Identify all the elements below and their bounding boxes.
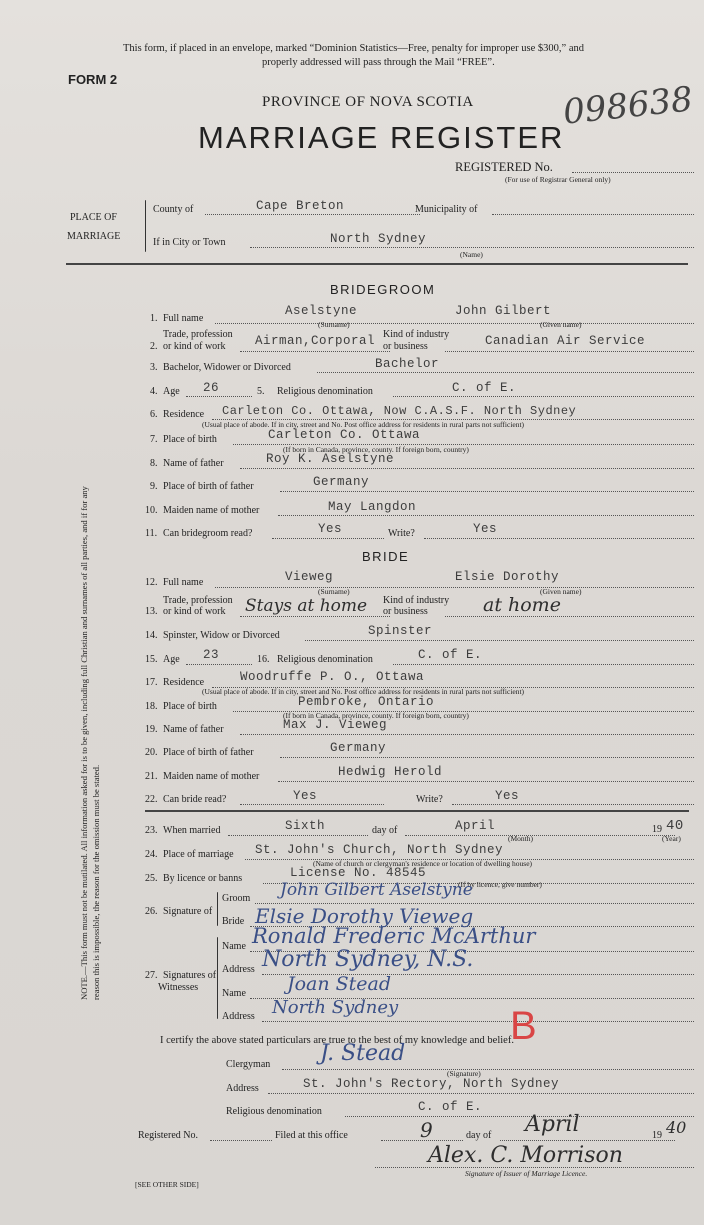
county-label: County of [153, 204, 194, 215]
bride-industry-label-b: or business [383, 606, 428, 617]
licence-note: (If by licence, give number) [458, 880, 542, 889]
mail-notice-line2: properly addressed will pass through the Mail “FREE”. [262, 57, 495, 68]
bride-residence-note: (Usual place of abode. If in city, street and No. Post office address for residents in rural parts not sufficient) [202, 687, 525, 696]
place-of-marriage-label: Place of marriage [163, 849, 234, 860]
place-heading-2: MARRIAGE [67, 231, 121, 242]
bride-birth-note: (If born in Canada, province, county. If foreign born, country) [283, 711, 469, 720]
bride-heading: BRIDE [362, 549, 410, 564]
place-heading-1: PLACE OF [70, 212, 117, 223]
groom-father-label: Name of father [163, 458, 224, 469]
issuer-caption: Signature of Issuer of Marriage Licence. [465, 1169, 588, 1178]
signature-of-label: Signature of [163, 906, 213, 917]
signature-brace [217, 892, 218, 926]
province-heading: PROVINCE OF NOVA SCOTIA [262, 94, 474, 110]
place-of-marriage-value: St. John's Church, North Sydney [255, 843, 504, 857]
bride-mother-value: Hedwig Herold [338, 765, 443, 779]
row-number: 23. [145, 825, 158, 836]
page-title: MARRIAGE REGISTER [198, 120, 565, 155]
groom-industry-value: Canadian Air Service [485, 334, 646, 348]
bride-status-label: Spinster, Widow or Divorced [163, 630, 280, 641]
bride-industry-label-a: Kind of industry [383, 595, 450, 606]
bride-write-label: Write? [416, 794, 443, 805]
bride-residence-label: Residence [163, 677, 205, 688]
clergy-address-label: Address [226, 1083, 259, 1094]
footer-registered-no-label: Registered No. [138, 1130, 198, 1141]
filed-day: 9 [420, 1118, 433, 1142]
bride-read-label: Can bride read? [163, 794, 227, 805]
witness1-address-sig: North Sydney, N.S. [262, 947, 474, 972]
mail-notice-line1: This form, if placed in an envelope, marked “Dominion Statistics—Free, penalty for improper use $300,” and [123, 43, 585, 54]
day-of-label: day of [372, 825, 398, 836]
groom-residence-value: Carleton Co. Ottawa, Now C.A.S.F. North Sydney [222, 404, 577, 418]
licence-value: License No. 48545 [290, 866, 427, 880]
groom-industry-label-b: or business [383, 341, 428, 352]
groom-read-label: Can bridegroom read? [163, 528, 253, 539]
witness1-address-label: Address [222, 964, 255, 975]
row-number: 22. [145, 794, 158, 805]
witnesses-label-b: Witnesses [158, 982, 199, 993]
groom-age-label: Age [163, 386, 180, 397]
witnesses-label-a: Signatures of [163, 970, 217, 981]
witness1-name-sig: Ronald Frederic McArthur [252, 924, 536, 948]
year-caption: (Year) [662, 834, 681, 843]
when-married-month: April [455, 819, 496, 833]
bride-status-value: Spinster [368, 624, 433, 638]
row-number: 8. [150, 458, 158, 469]
bride-sig-label: Bride [222, 916, 245, 927]
groom-trade-value: Airman,Corporal [255, 334, 376, 348]
row-number: 12. [145, 577, 158, 588]
city-label: If in City or Town [153, 237, 226, 248]
place-brace [145, 200, 146, 252]
bride-surname: Vieweg [285, 570, 334, 584]
row-number: 17. [145, 677, 158, 688]
municipality-label: Municipality of [415, 204, 478, 215]
handwritten-reg-number: 098638 [561, 79, 695, 133]
filed-day-of-label: day of [466, 1130, 492, 1141]
groom-residence-label: Residence [163, 409, 205, 420]
bride-write-value: Yes [495, 789, 520, 803]
groom-birth-label: Place of birth [163, 434, 217, 445]
clergy-denom-label: Religious denomination [226, 1106, 322, 1117]
row-number: 14. [145, 630, 158, 641]
row-number: 24. [145, 849, 158, 860]
groom-status-label: Bachelor, Widower or Divorced [163, 362, 291, 373]
bride-father-value: Max J. Vieweg [283, 718, 388, 732]
registered-no-label: REGISTERED No. [455, 160, 553, 174]
groom-father-value: Roy K. Aselstyne [266, 452, 395, 466]
clergy-address-value: St. John's Rectory, North Sydney [303, 1077, 560, 1091]
groom-status-value: Bachelor [375, 357, 440, 371]
row-number: 7. [150, 434, 158, 445]
row-number: 2. [150, 341, 158, 352]
form-label: FORM 2 [68, 72, 118, 87]
clergy-denom-value: C. of E. [418, 1100, 483, 1114]
bride-religion-value: C. of E. [418, 648, 483, 662]
issuer-signature: Alex. C. Morrison [428, 1143, 623, 1168]
signature-caption: (Signature) [447, 1069, 481, 1078]
groom-industry-label-a: Kind of industry [383, 329, 450, 340]
witness2-address-label: Address [222, 1011, 255, 1022]
groom-residence-note: (Usual place of abode. If in city, street and No. Post office address for residents in rural parts not sufficient) [202, 420, 525, 429]
bride-read-value: Yes [293, 789, 318, 803]
row-number: 16. [257, 654, 270, 665]
row-number: 15. [145, 654, 158, 665]
see-other-side: [SEE OTHER SIDE] [135, 1180, 199, 1189]
bride-industry-value: at home [483, 594, 561, 616]
groom-write-label: Write? [388, 528, 415, 539]
row-number: 1. [150, 313, 158, 324]
groom-sig-label: Groom [222, 893, 251, 904]
row-number: 27. [145, 970, 158, 981]
row-number: 6. [150, 409, 158, 420]
registered-no-note: (For use of Registrar General only) [505, 175, 611, 184]
witness1-name-label: Name [222, 941, 246, 952]
witness2-name-label: Name [222, 988, 246, 999]
groom-birth-value: Carleton Co. Ottawa [268, 428, 421, 442]
groom-birth-note: (If born in Canada, province, county. If foreign born, country) [283, 445, 469, 454]
row-number: 10. [145, 505, 158, 516]
row-number: 20. [145, 747, 158, 758]
row-number: 4. [150, 386, 158, 397]
filed-year-prefix: 19 [652, 1130, 662, 1141]
bride-age-label: Age [163, 654, 180, 665]
bride-father-birth-value: Germany [330, 741, 387, 755]
bride-birth-label: Place of birth [163, 701, 217, 712]
year-prefix: 19 [652, 824, 662, 835]
filed-month: April [525, 1112, 580, 1137]
bride-father-birth-label: Place of birth of father [163, 747, 254, 758]
bride-age-value: 23 [203, 648, 220, 662]
bride-trade-label-b: or kind of work [163, 606, 226, 617]
groom-write-value: Yes [473, 522, 498, 536]
groom-surname: Aselstyne [285, 304, 358, 318]
row-number: 19. [145, 724, 158, 735]
groom-age-value: 26 [203, 381, 220, 395]
row-number: 25. [145, 873, 158, 884]
surname-caption: (Surname) [318, 320, 350, 329]
bride-given-name: Elsie Dorothy [455, 570, 560, 584]
filed-year: 40 [666, 1118, 687, 1137]
groom-father-birth-value: Germany [313, 475, 370, 489]
groom-father-birth-label: Place of birth of father [163, 481, 254, 492]
groom-mother-label: Maiden name of mother [163, 505, 260, 516]
groom-trade-label-a: Trade, profession [163, 329, 233, 340]
row-number: 26. [145, 906, 158, 917]
groom-read-value: Yes [318, 522, 343, 536]
city-value: North Sydney [330, 232, 427, 246]
row-number: 13. [145, 606, 158, 617]
side-note: NOTE.—This form must not be mutilated. All information asked for is to be given, including full Christian and surnames of all parties, and if for any reason this is impossible, the reason for the omission must be stated. [79, 486, 101, 1000]
row-number: 3. [150, 362, 158, 373]
groom-signature: John Gilbert Aselstyne [280, 880, 473, 900]
filed-label: Filed at this office [275, 1130, 348, 1141]
row-number: 9. [150, 481, 158, 492]
given-caption: (Given name) [540, 320, 582, 329]
when-married-label: When married [163, 825, 221, 836]
bride-full-name-label: Full name [163, 577, 204, 588]
bride-father-label: Name of father [163, 724, 224, 735]
row-number: 21. [145, 771, 158, 782]
groom-trade-label-b: or kind of work [163, 341, 226, 352]
bride-birth-value: Pembroke, Ontario [298, 695, 435, 709]
bride-signature: Elsie Dorothy Vieweg [255, 904, 474, 928]
surname-caption: (Surname) [318, 587, 350, 596]
witness2-address-sig: North Sydney [272, 997, 399, 1018]
place-of-marriage-note: (Name of church or clergyman's residence or location of dwelling house) [313, 859, 533, 868]
when-married-year: 40 [666, 818, 684, 834]
red-correction-mark: B [510, 1004, 537, 1048]
licence-label: By licence or banns [163, 873, 243, 884]
clergyman-label: Clergyman [226, 1059, 271, 1070]
when-married-day: Sixth [285, 819, 326, 833]
clergyman-signature: J. Stead [320, 1041, 406, 1066]
groom-mother-value: May Langdon [328, 500, 417, 514]
bride-trade-label-a: Trade, profession [163, 595, 233, 606]
witness2-name-sig: Joan Stead [287, 973, 392, 995]
groom-religion-value: C. of E. [452, 381, 517, 395]
bridegroom-heading: BRIDEGROOM [330, 282, 436, 297]
groom-religion-label: Religious denomination [277, 386, 373, 397]
row-number: 11. [145, 528, 158, 539]
city-name-caption: (Name) [460, 250, 483, 259]
bride-residence-value: Woodruffe P. O., Ottawa [240, 670, 425, 684]
groom-full-name-label: Full name [163, 313, 204, 324]
bride-religion-label: Religious denomination [277, 654, 373, 665]
certification-text: I certify the above stated particulars are true to the best of my knowledge and belief. [160, 1035, 514, 1046]
row-number: 18. [145, 701, 158, 712]
witness-brace [217, 937, 218, 1019]
bride-trade-value: Stays at home [245, 596, 368, 616]
bride-mother-label: Maiden name of mother [163, 771, 260, 782]
groom-given-name: John Gilbert [455, 304, 552, 318]
row-number: 5. [257, 386, 265, 397]
given-caption: (Given name) [540, 587, 582, 596]
county-value: Cape Breton [256, 199, 345, 213]
month-caption: (Month) [508, 834, 533, 843]
